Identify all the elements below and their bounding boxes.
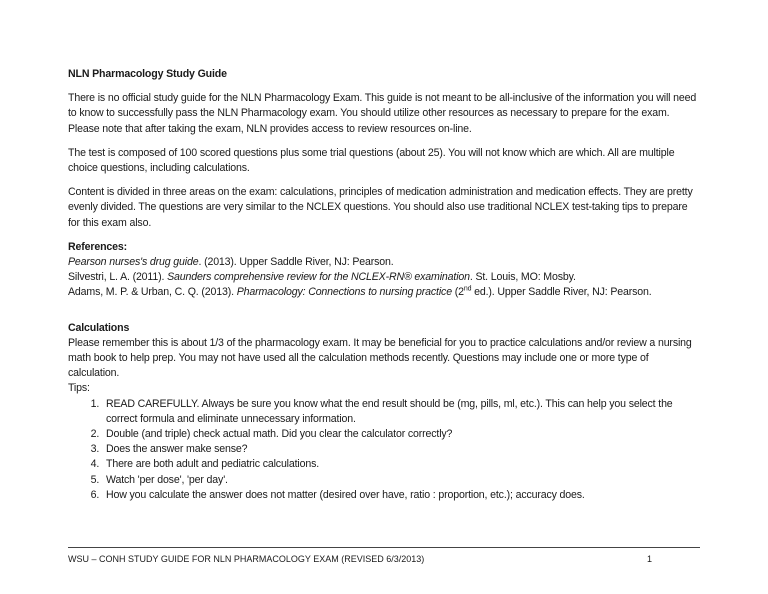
tip-item: 2. Double (and triple) check actual math. Did you clear the calculator correctly? — [102, 427, 700, 442]
tip-item: 6. How you calculate the answer does not matter (desired over have, ratio : proportion, etc.); accuracy does. — [102, 488, 700, 503]
intro-paragraph: There is no official study guide for the NLN Pharmacology Exam. This guide is not meant to be all-inclusive of the information you will need to know to successfully pass the NLN Pharmacology exam. You should utilize other resources as necessary to prepare for the exam. Please note that after taking the exam, NLN provides access to review resources on-line. — [68, 92, 697, 135]
tip-item: 1. READ CAREFULLY. Always be sure you know what the end result should be (mg, pills, ml, etc.). This can help you select the correct formula and eliminate unnecessary information. — [102, 397, 700, 427]
reference-3-rest: ed.). Upper Saddle River, NJ: Pearson. — [471, 286, 652, 299]
reference-1-title: Pearson nurses's drug guide — [68, 256, 199, 269]
reference-3 — [68, 285, 700, 300]
reference-1 — [68, 255, 700, 270]
reference-2-rest: . St. Louis, MO: Mosby. — [469, 271, 576, 284]
page-number: 1 — [646, 554, 652, 564]
tips-label: Tips: — [68, 382, 90, 395]
references-heading: References: — [68, 240, 128, 253]
tip-item: 4. There are both adult and pediatric calculations. — [102, 457, 700, 472]
page-footer — [68, 547, 700, 565]
document-body — [68, 67, 700, 503]
tips-list — [68, 397, 700, 503]
calculations-paragraph: Please remember this is about 1/3 of the pharmacology exam. It may be beneficial for you to practice calculations and/or review a nursing math book to help prep. You may not have used all the calculation methods recently. Questions may include one or more type of calculation. — [68, 336, 692, 380]
content-info-paragraph: Content is divided in three areas on the exam: calculations, principles of medication administration and medication effects. They are pretty evenly divided. The questions are very similar to the NCLEX questions. You should also use traditional NCLEX test-taking tips to prepare for this exam also. — [68, 186, 693, 229]
reference-3-author: Adams, M. P. & Urban, C. Q. (2013). — [68, 286, 237, 299]
section-spacer — [68, 301, 700, 321]
reference-3-title: Pharmacology: Connections to nursing practice — [236, 286, 452, 299]
document-title: NLN Pharmacology Study Guide — [68, 68, 227, 80]
reference-3-edition: (2 — [451, 286, 464, 299]
reference-2-author: Silvestri, L. A. (2011). — [68, 271, 168, 284]
footer-text: WSU – CONH STUDY GUIDE FOR NLN PHARMACOLOGY EXAM (REVISED 6/3/2013) — [68, 554, 425, 564]
reference-1-rest: . (2013). Upper Saddle River, NJ: Pearson. — [198, 256, 394, 269]
reference-2 — [68, 270, 700, 285]
reference-2-title: Saunders comprehensive review for the NCLEX-RN® examination — [167, 271, 470, 284]
calculations-heading: Calculations — [68, 321, 130, 334]
tip-item: 3. Does the answer make sense? — [102, 442, 700, 457]
tip-item: 5. Watch 'per dose', 'per day'. — [102, 473, 700, 488]
reference-3-edition-sup: nd — [463, 285, 472, 293]
test-info-paragraph: The test is composed of 100 scored questions plus some trial questions (about 25). You will not know which are which. All are multiple choice questions, including calculations. — [68, 146, 675, 175]
